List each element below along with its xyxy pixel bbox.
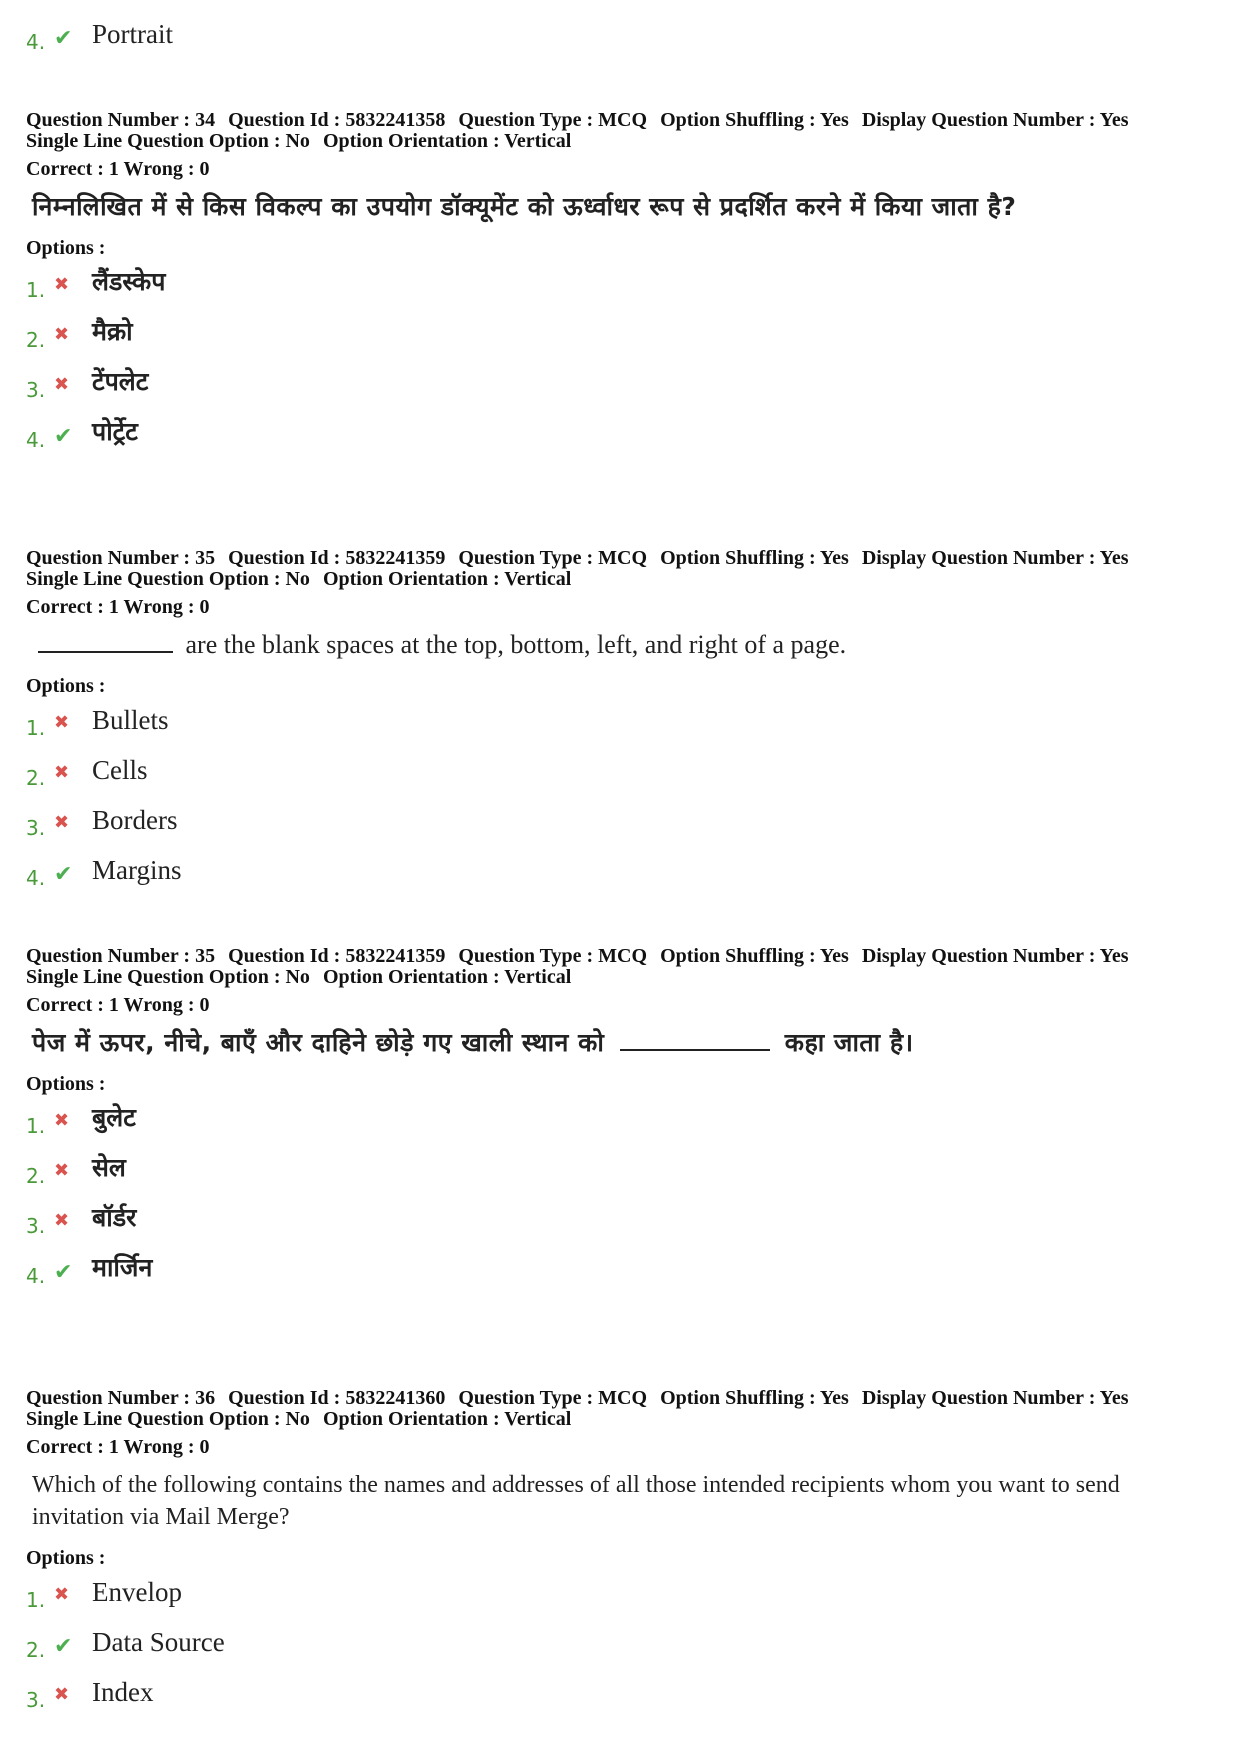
wrong-cross-icon: ✖ (54, 1110, 70, 1131)
option-text: बॉर्डर (92, 1203, 137, 1232)
question-type: Question Type : MCQ (458, 945, 648, 967)
question-type: Question Type : MCQ (458, 109, 648, 131)
wrong-cross-icon: ✖ (54, 762, 70, 783)
display-question-number: Display Question Number : Yes (861, 1387, 1129, 1409)
option-text: बुलेट (92, 1103, 136, 1132)
option-text: Envelop (92, 1577, 182, 1607)
wrong-cross-icon: ✖ (54, 374, 70, 395)
correct-check-icon: ✔ (54, 424, 73, 449)
option-text: मार्जिन (92, 1253, 153, 1282)
option-number: 4. (26, 1264, 46, 1288)
fill-in-blank (620, 1027, 770, 1051)
option-row (26, 1196, 1216, 1246)
option-row (26, 748, 1216, 798)
question-id: Question Id : 5832241360 (228, 1387, 446, 1409)
question-text-part: कहा जाता है। (784, 1028, 914, 1057)
question-block-34 (26, 110, 1216, 460)
question-meta (26, 548, 1216, 590)
option-number: 2. (26, 1638, 46, 1662)
correct-check-icon: ✔ (54, 26, 73, 51)
option-text: Cells (92, 755, 148, 785)
option-text: सेल (92, 1153, 126, 1182)
option-orientation: Option Orientation : Vertical (322, 966, 572, 988)
wrong-cross-icon: ✖ (54, 1210, 70, 1231)
display-question-number: Display Question Number : Yes (861, 109, 1129, 131)
option-number: 3. (26, 378, 46, 402)
correct-check-icon: ✔ (54, 1260, 73, 1285)
option-number: 4. (26, 866, 46, 890)
question-meta (26, 110, 1216, 152)
option-text: मैक्रो (92, 317, 133, 346)
option-number: 2. (26, 766, 46, 790)
score-line: Correct : 1 Wrong : 0 (26, 158, 210, 180)
question-type: Question Type : MCQ (458, 1387, 648, 1409)
prev-question-tail (26, 12, 1216, 62)
option-row (26, 360, 1216, 410)
option-text: Borders (92, 805, 178, 835)
question-text (26, 1027, 1216, 1059)
option-shuffling: Option Shuffling : Yes (660, 109, 849, 131)
option-number: 2. (26, 1164, 46, 1188)
option-orientation: Option Orientation : Vertical (322, 1408, 572, 1430)
option-shuffling: Option Shuffling : Yes (660, 547, 849, 569)
question-text (26, 629, 1216, 661)
option-text: Index (92, 1677, 154, 1707)
option-number: 1. (26, 1588, 46, 1612)
option-row (26, 798, 1216, 848)
question-meta (26, 946, 1216, 988)
display-question-number: Display Question Number : Yes (861, 945, 1129, 967)
option-text: Data Source (92, 1627, 225, 1657)
wrong-cross-icon: ✖ (54, 712, 70, 733)
wrong-cross-icon: ✖ (54, 1160, 70, 1181)
question-block-35-en (26, 548, 1216, 898)
wrong-cross-icon: ✖ (54, 274, 70, 295)
fill-in-blank (38, 629, 173, 653)
wrong-cross-icon: ✖ (54, 812, 70, 833)
question-type: Question Type : MCQ (458, 547, 648, 569)
question-number: Question Number : 35 (26, 547, 216, 569)
question-number: Question Number : 36 (26, 1387, 216, 1409)
option-number: 4. (26, 428, 46, 452)
option-number: 3. (26, 1214, 46, 1238)
option-number: 1. (26, 278, 46, 302)
wrong-cross-icon: ✖ (54, 1684, 70, 1705)
single-line-option: Single Line Question Option : No (26, 130, 310, 152)
single-line-option: Single Line Question Option : No (26, 966, 310, 988)
option-text: पोर्ट्रेट (92, 417, 138, 446)
option-row (26, 1570, 1216, 1620)
option-row (26, 698, 1216, 748)
option-text: Margins (92, 855, 182, 885)
option-orientation: Option Orientation : Vertical (322, 130, 572, 152)
wrong-cross-icon: ✖ (54, 1584, 70, 1605)
score-line: Correct : 1 Wrong : 0 (26, 994, 210, 1016)
correct-check-icon: ✔ (54, 1634, 73, 1659)
option-row (26, 260, 1216, 310)
option-row (26, 1096, 1216, 1146)
question-block-35-hi (26, 946, 1216, 1296)
wrong-cross-icon: ✖ (54, 324, 70, 345)
option-number: 1. (26, 716, 46, 740)
question-text-part: are the blank spaces at the top, bottom, left, and right of a page. (185, 630, 847, 659)
option-row (26, 410, 1216, 460)
question-text: Which of the following contains the names and addresses of all those intended recipients whom you want to send invitation via Mail Merge? (32, 1472, 1120, 1530)
option-row (26, 310, 1216, 360)
score-line: Correct : 1 Wrong : 0 (26, 1436, 210, 1458)
single-line-option: Single Line Question Option : No (26, 1408, 310, 1430)
option-row (26, 1620, 1216, 1670)
option-number: 4. (26, 30, 46, 54)
option-row (26, 12, 1216, 62)
score-line: Correct : 1 Wrong : 0 (26, 596, 210, 618)
options-label: Options : (26, 237, 106, 259)
question-text: निम्नलिखित में से किस विकल्प का उपयोग डॉक्यूमेंट को ऊर्ध्वाधर रूप से प्रदर्शित करने में किया जाता है? (32, 192, 1017, 221)
option-number: 1. (26, 1114, 46, 1138)
question-number: Question Number : 35 (26, 945, 216, 967)
options-label: Options : (26, 1073, 106, 1095)
question-block-36 (26, 1388, 1216, 1720)
option-text: टेंपलेट (92, 367, 149, 396)
question-id: Question Id : 5832241359 (228, 945, 446, 967)
question-text-part: पेज में ऊपर, नीचे, बाएँ और दाहिने छोड़े गए खाली स्थान को (32, 1028, 605, 1057)
option-shuffling: Option Shuffling : Yes (660, 945, 849, 967)
option-row (26, 1246, 1216, 1296)
correct-check-icon: ✔ (54, 862, 73, 887)
single-line-option: Single Line Question Option : No (26, 568, 310, 590)
option-row (26, 1146, 1216, 1196)
question-meta (26, 1388, 1216, 1430)
question-id: Question Id : 5832241359 (228, 547, 446, 569)
display-question-number: Display Question Number : Yes (861, 547, 1129, 569)
option-row (26, 1670, 1216, 1720)
option-number: 3. (26, 816, 46, 840)
question-id: Question Id : 5832241358 (228, 109, 446, 131)
option-text: Portrait (92, 19, 173, 49)
options-label: Options : (26, 1547, 106, 1569)
options-label: Options : (26, 675, 106, 697)
option-shuffling: Option Shuffling : Yes (660, 1387, 849, 1409)
option-orientation: Option Orientation : Vertical (322, 568, 572, 590)
option-number: 3. (26, 1688, 46, 1712)
option-number: 2. (26, 328, 46, 352)
option-text: लैंडस्केप (92, 267, 166, 296)
option-row (26, 848, 1216, 898)
question-number: Question Number : 34 (26, 109, 216, 131)
option-text: Bullets (92, 705, 169, 735)
